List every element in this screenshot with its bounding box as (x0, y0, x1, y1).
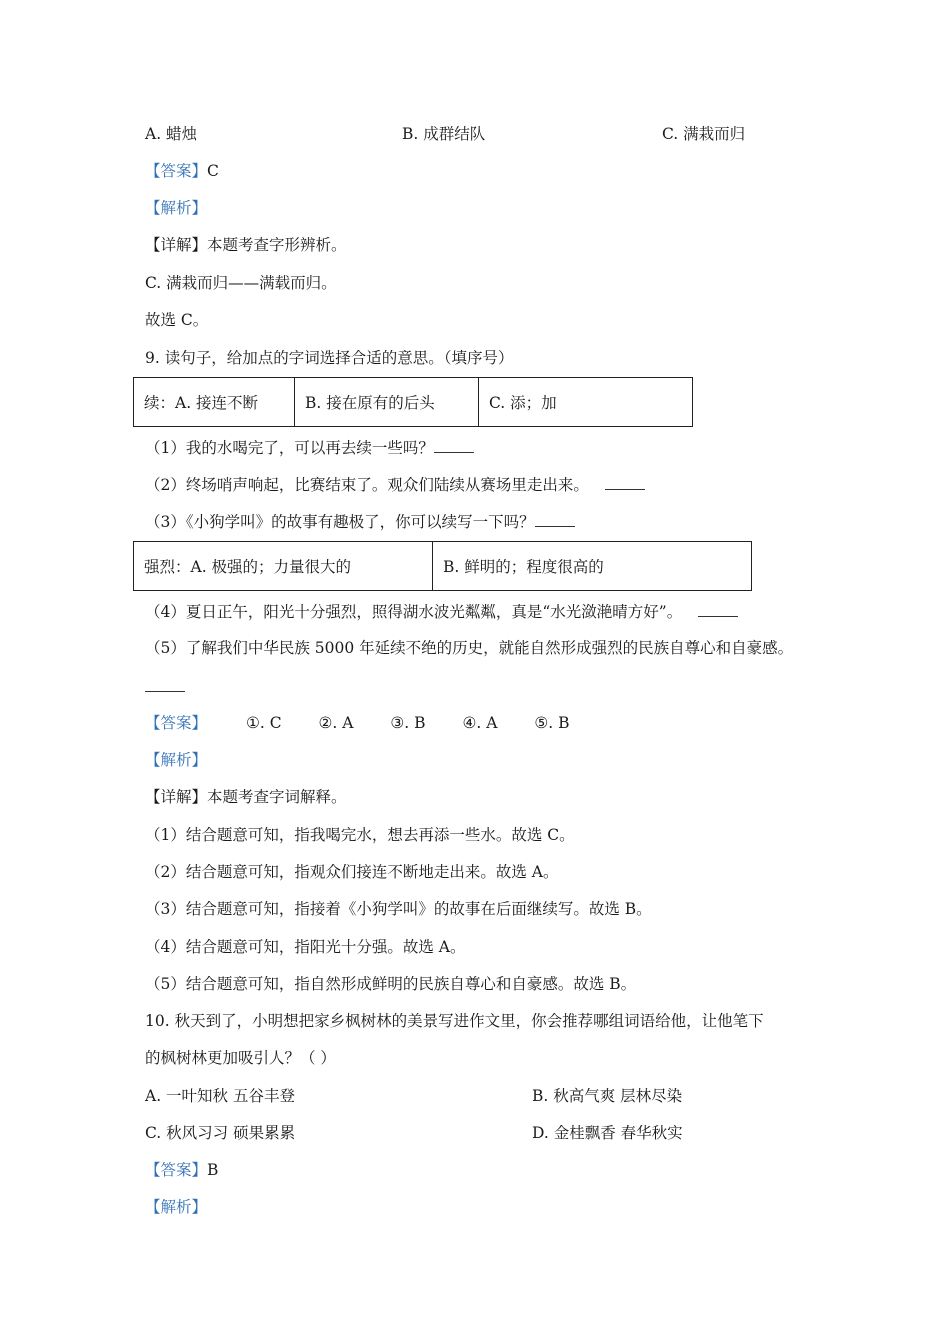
answer-value: C (207, 162, 219, 180)
q9-explanation-3: （3）结合题意可知，指接着《小狗学叫》的故事在后面继续写。故选 B。 (145, 900, 652, 918)
sentence-text: （4）夏日正午，阳光十分强烈，照得湖水波光粼粼，真是“水光潋滟晴方好”。 (145, 603, 683, 621)
answer-blank[interactable] (145, 677, 185, 692)
answer-blank[interactable] (434, 438, 474, 453)
q8-detail (145, 234, 347, 256)
detail-tag: 【详解】 (145, 788, 208, 806)
q8-option-a: A. 蜡烛 (145, 125, 198, 143)
q9-meaning-table-2 (133, 541, 752, 591)
answer-item: ②. A (318, 714, 354, 732)
q9-answer (145, 712, 570, 734)
q8-option-c: C. 满栽而归 (662, 125, 746, 143)
q9-explanation-5: （5）结合题意可知，指自然形成鲜明的民族自尊心和自豪感。故选 B。 (145, 975, 637, 993)
detail-text: 本题考查字形辨析。 (207, 236, 347, 254)
answer-item: ⑤. B (534, 714, 570, 732)
q9-stem: 9. 读句子，给加点的字词选择合适的意思。（填序号） (145, 349, 514, 367)
q9-explanation-4: （4）结合题意可知，指阳光十分强。故选 A。 (145, 938, 466, 956)
q10-option-b: B. 秋高气爽 层林尽染 (532, 1087, 683, 1105)
table-cell: 强烈：A. 极强的；力量很大的 (134, 542, 433, 591)
detail-text: 本题考查字词解释。 (207, 788, 347, 806)
table-cell: C. 添；加 (479, 378, 693, 427)
q9-analysis-tag: 【解析】 (145, 751, 208, 769)
detail-tag: 【详解】 (145, 236, 208, 254)
q8-detail-line2: 故选 C。 (145, 311, 209, 329)
answer-item: ④. A (462, 714, 498, 732)
answer-item: ③. B (390, 714, 426, 732)
sentence-text: （2）终场哨声响起，比赛结束了。观众们陆续从赛场里走出来。 (145, 476, 589, 494)
q10-answer (145, 1159, 218, 1181)
q10-option-c: C. 秋风习习 硕果累累 (145, 1124, 296, 1142)
answer-tag: 【答案】 (145, 162, 208, 180)
q10-option-d: D. 金桂飘香 春华秋实 (532, 1124, 683, 1142)
q8-option-b: B. 成群结队 (402, 125, 486, 143)
answer-blank[interactable] (698, 602, 738, 617)
table-cell: B. 接在原有的后头 (295, 378, 479, 427)
answer-tag: 【答案】 (145, 714, 208, 732)
answer-blank[interactable] (535, 512, 575, 527)
sentence-text: （3）《小狗学叫》的故事有趣极了，你可以续写一下吗？ (145, 513, 535, 531)
q9-sentence-5: （5）了解我们中华民族 5000 年延续不绝的历史，就能自然形成强烈的民族自尊心和自豪感。 (145, 639, 794, 657)
table-cell: 续：A. 接连不断 (134, 378, 295, 427)
q8-answer (145, 160, 219, 182)
q9-detail (145, 786, 347, 808)
q9-sentence-3 (145, 511, 575, 533)
q10-option-a: A. 一叶知秋 五谷丰登 (145, 1087, 295, 1105)
q9-sentence-2 (145, 474, 645, 496)
q8-detail-line1: C. 满栽而归——满载而归。 (145, 274, 337, 292)
sentence-text: （1）我的水喝完了，可以再去续一些吗？ (145, 439, 434, 457)
q9-explanation-2: （2）结合题意可知，指观众们接连不断地走出来。故选 A。 (145, 863, 559, 881)
table-cell: B. 鲜明的；程度很高的 (433, 542, 752, 591)
q10-analysis-tag: 【解析】 (145, 1198, 208, 1216)
q9-sentence-5-blank (145, 676, 185, 698)
q8-analysis-tag: 【解析】 (145, 199, 208, 217)
q9-explanation-1: （1）结合题意可知，指我喝完水，想去再添一些水。故选 C。 (145, 826, 575, 844)
answer-value: B (207, 1161, 219, 1179)
answer-tag: 【答案】 (145, 1161, 208, 1179)
q9-meaning-table-1 (133, 377, 693, 427)
q10-stem-line1: 10. 秋天到了，小明想把家乡枫树林的美景写进作文里，你会推荐哪组词语给他，让他笔下 (145, 1012, 764, 1030)
q10-stem-line2: 的枫树林更加吸引人？（ ） (145, 1049, 336, 1067)
answer-blank[interactable] (605, 475, 645, 490)
q9-sentence-1 (145, 437, 474, 459)
answer-item: ①. C (245, 714, 282, 732)
q9-sentence-4 (145, 601, 738, 623)
